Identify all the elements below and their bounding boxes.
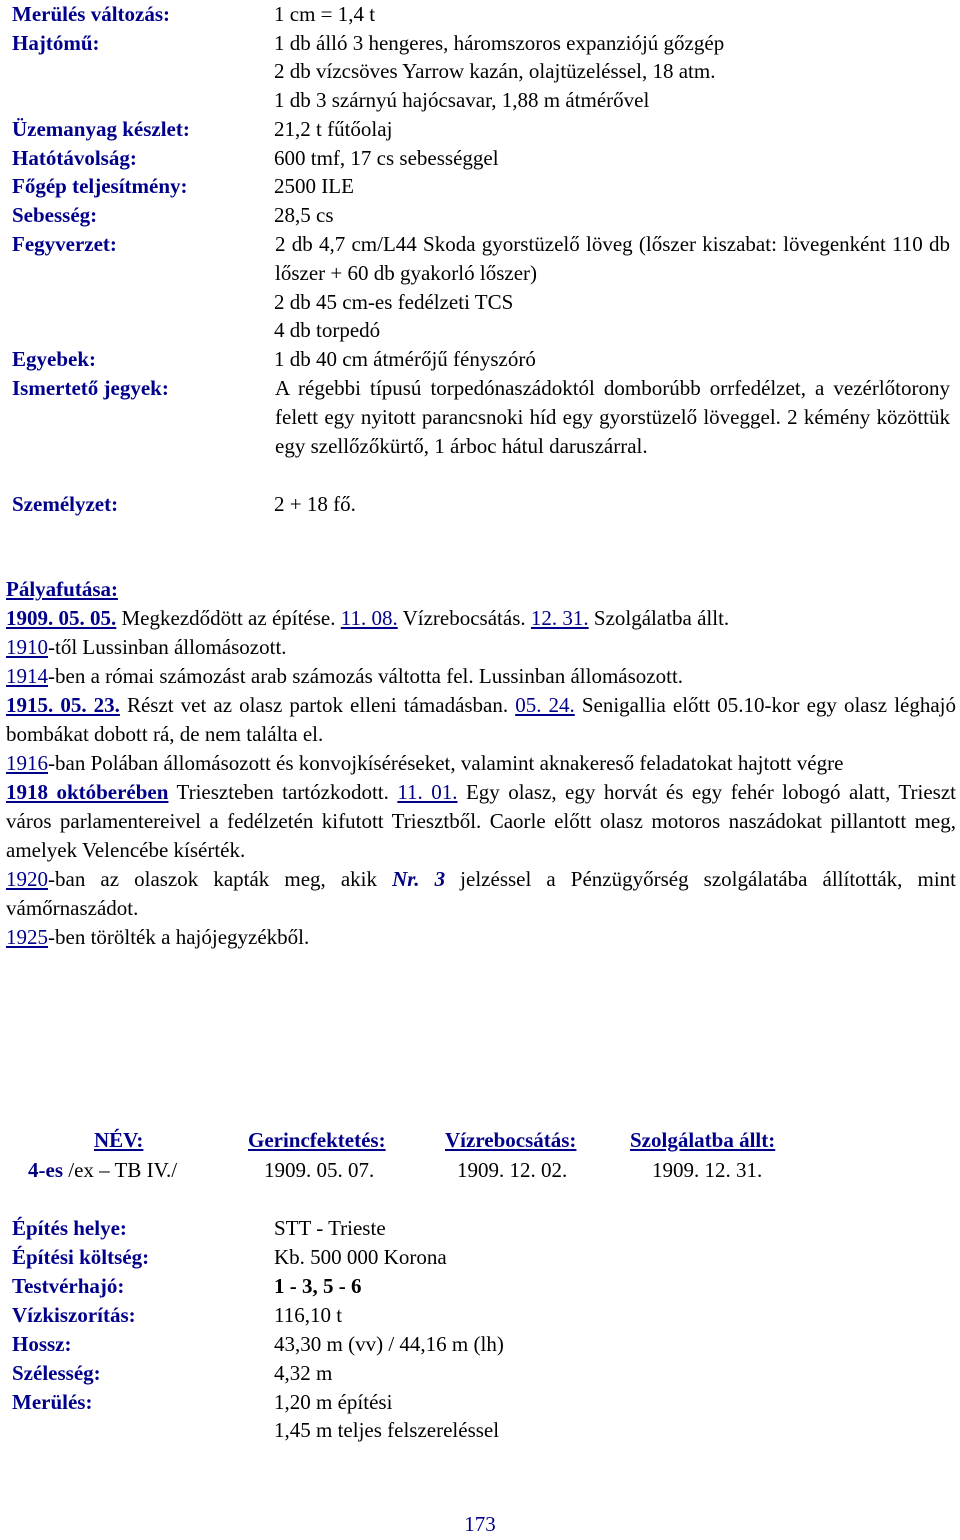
spec-label: Építési költség:: [12, 1245, 150, 1269]
spec-row: [12, 1416, 952, 1445]
spec-label: Testvérhajó:: [12, 1274, 125, 1298]
spec-label: Hajtómű:: [12, 31, 100, 55]
spec-value: 1 db 3 szárnyú hajócsavar, 1,88 m átmérővel: [274, 88, 650, 112]
spec-row: [12, 1330, 952, 1359]
career-entry: 1916-ban Polában állomásozott és konvojkíséréseket, valamint aknakereső feladatokat hajtott végre: [6, 751, 844, 775]
spec-label: Üzemanyag készlet:: [12, 117, 190, 141]
spec-label: Merülés változás:: [12, 2, 171, 26]
spec-value: 21,2 t fűtőolaj: [274, 117, 393, 141]
spec-row: [12, 86, 952, 115]
spec-row: [12, 0, 952, 29]
spec-row: [12, 201, 952, 230]
crew-label: Személyzet:: [12, 492, 119, 516]
armament-line: 2 db 45 cm-es fedélzeti TCS: [274, 290, 514, 314]
other-label: Egyebek:: [12, 347, 96, 371]
spec-value: 116,10 t: [274, 1303, 343, 1327]
spec-value: Kb. 500 000 Korona: [274, 1245, 447, 1269]
table-header-service: Szolgálatba állt:: [630, 1128, 776, 1152]
spec-label: Merülés:: [12, 1390, 93, 1414]
spec-label: Sebesség:: [12, 203, 98, 227]
spec-value: 1 db álló 3 hengeres, háromszoros expanziójú gőzgép: [274, 31, 725, 55]
spec-row: [12, 1359, 952, 1388]
spec-row: [12, 1243, 952, 1272]
spec-row: [12, 144, 952, 173]
spec-value: 1,45 m teljes felszereléssel: [274, 1418, 500, 1442]
spec-value: 2500 ILE: [274, 174, 354, 198]
spec-row: [12, 115, 952, 144]
spec-row: [12, 1214, 952, 1243]
table-cell-launch: 1909. 12. 02.: [457, 1158, 568, 1182]
spec-value: 1,20 m építési: [274, 1390, 393, 1414]
spec-row: [12, 288, 952, 317]
spec-label: Hatótávolság:: [12, 146, 137, 170]
career-entry: 1915. 05. 23. Részt vet az olasz partok elleni támadásban. 05. 24. Senigallia előtt 05.10-kor egy olasz léghajó bombákat dobott rá, de nem találta el.: [6, 693, 957, 746]
spec-value: 4,32 m: [274, 1361, 333, 1385]
career-heading: Pályafutása:: [6, 577, 118, 601]
spec-value: STT - Trieste: [274, 1216, 386, 1240]
spec-row: [12, 316, 952, 345]
career-entry: 1920-ban az olaszok kapták meg, akik Nr. 3 jelzéssel a Pénzügyőrség szolgálatába állították, mint vámőrnaszádot.: [6, 867, 956, 920]
spec-label: Főgép teljesítmény:: [12, 174, 188, 198]
table-cell-service: 1909. 12. 31.: [652, 1158, 763, 1182]
page-number: 173: [464, 1512, 496, 1536]
spec-row: [12, 172, 952, 201]
armament-label: Fegyverzet:: [12, 232, 117, 256]
spec-label: Építés helye:: [12, 1216, 127, 1240]
spec-row: [12, 1388, 952, 1417]
spec-row: [12, 1272, 952, 1301]
spec-row: [12, 29, 952, 58]
table-header-name: NÉV:: [94, 1128, 144, 1152]
career-entry: 1910-től Lussinban állomásozott.: [6, 635, 287, 659]
spec-value: 28,5 cs: [274, 203, 334, 227]
career-entry: 1925-ben törölték a hajójegyzékből.: [6, 925, 310, 949]
features-label: Ismertető jegyek:: [12, 376, 169, 400]
features-text: A régebbi típusú torpedónaszádoktól domborúbb orrfedélzet, a vezérlőtorony felett egy nyitott parancsnoki híd egy gyorstüzelő löveggel. 2 kémény közöttük egy szellőzőkürtő, 1 árboc hátul daruszárral.: [275, 376, 950, 458]
spec-row: [12, 1301, 952, 1330]
spec-value: 2 db vízcsöves Yarrow kazán, olajtüzeléssel, 18 atm.: [274, 59, 716, 83]
spec-value: 1 - 3, 5 - 6: [274, 1274, 362, 1298]
armament-line: 4 db torpedó: [274, 318, 381, 342]
spec-label: Szélesség:: [12, 1361, 101, 1385]
spec-row: [12, 57, 952, 86]
table-cell-name: 4-es /ex – TB IV./: [28, 1158, 178, 1182]
spec-value: 600 tmf, 17 cs sebességgel: [274, 146, 499, 170]
spec-label: Vízkiszorítás:: [12, 1303, 136, 1327]
spec-row: [12, 490, 952, 519]
career-entry: 1918 októberében Trieszteben tartózkodott. 11. 01. Egy olasz, egy horvát és egy fehér lobogó alatt, Trieszt város parlamentereivel a fedélzetén kifutott Triesztből. Caorle előtt olasz motoros naszádokat pillantott meg, amelyek Velencébe kísérték.: [6, 780, 956, 862]
spec-row: [12, 345, 952, 374]
table-cell-keel: 1909. 05. 07.: [264, 1158, 375, 1182]
table-header-launch: Vízrebocsátás:: [445, 1128, 577, 1152]
other-value: 1 db 40 cm átmérőjű fényszóró: [274, 347, 536, 371]
crew-value: 2 + 18 fő.: [274, 492, 356, 516]
armament-text: 2 db 4,7 cm/L44 Skoda gyorstüzelő löveg (lőszer kiszabat: lövegenként 110 db lőszer + 60 db gyakorló lőszer): [275, 232, 950, 285]
career-entry: 1914-ben a római számozást arab számozás váltotta fel. Lussinban állomásozott.: [6, 664, 684, 688]
career-entry: 1909. 05. 05. Megkezdődött az építése. 11. 08. Vízrebocsátás. 12. 31. Szolgálatba állt.: [6, 606, 730, 630]
spec-label: Hossz:: [12, 1332, 72, 1356]
career-section: [6, 575, 956, 952]
spec-value: 1 cm = 1,4 t: [274, 2, 376, 26]
table-header-keel: Gerincfektetés:: [248, 1128, 386, 1152]
spec-value: 43,30 m (vv) / 44,16 m (lh): [274, 1332, 504, 1356]
